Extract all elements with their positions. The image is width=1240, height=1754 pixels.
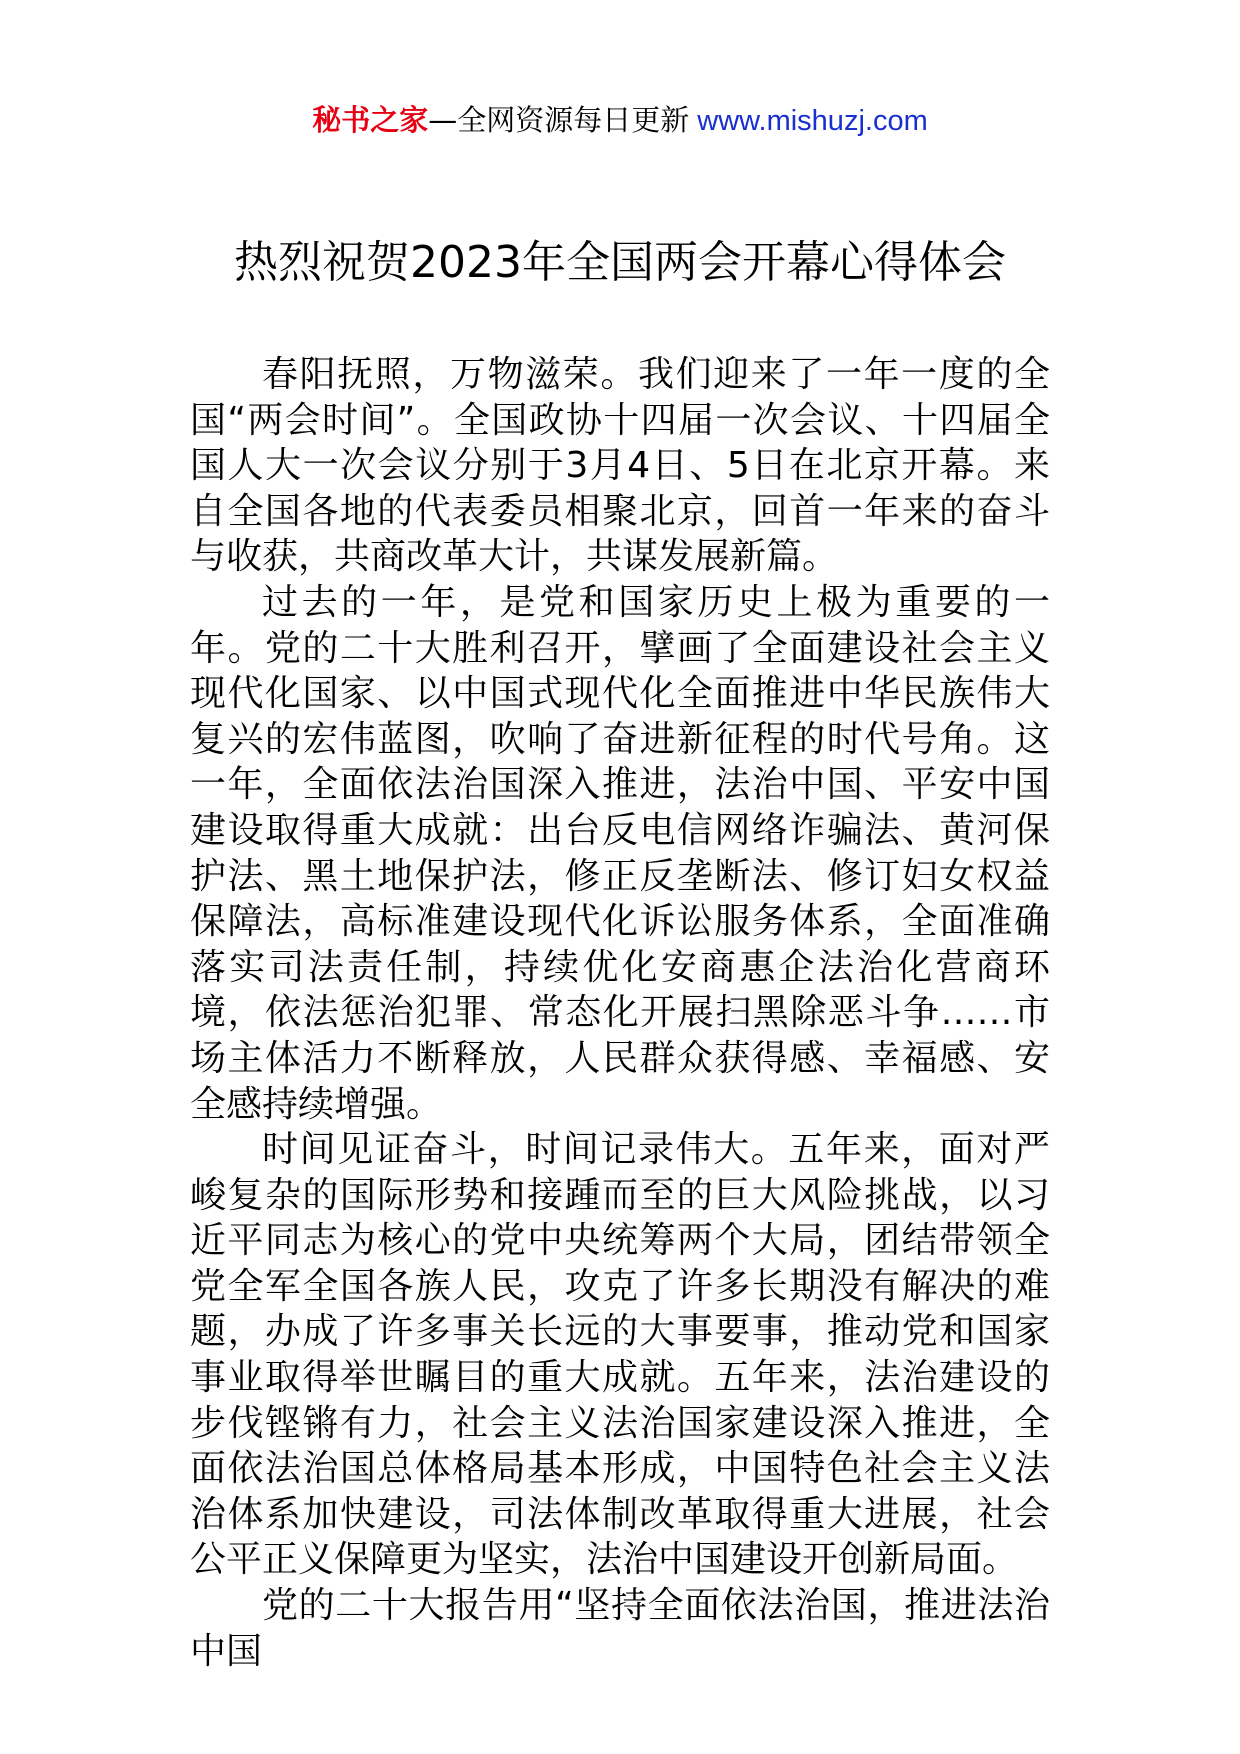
site-brand: 秘书之家 bbox=[312, 103, 429, 137]
paragraph-2: 过去的一年，是党和国家历史上极为重要的一年。党的二十大胜利召开，擘画了全面建设社会主义现代化国家、以中国式现代化全面推进中华民族伟大复兴的宏伟蓝图，吹响了奋进新征程的时代号角。这一年，全面依法治国深入推进，法治中国、平安中国建设取得重大成就：出台反电信网络诈骗法、黄河保护法、黑土地保护法，修正反垄断法、修订妇女权益保障法，高标准建设现代化诉讼服务体系，全面准确落实司法责任制，持续优化安商惠企法治化营商环境，依法惩治犯罪、常态化开展扫黑除恶斗争……市场主体活力不断释放，人民群众获得感、幸福感、安全感持续增强。 bbox=[190, 581, 1050, 1125]
site-url-link[interactable]: www.mishuzj.com bbox=[697, 105, 928, 137]
document-title: 热烈祝贺2023年全国两会开幕心得体会 bbox=[234, 237, 1006, 288]
site-header bbox=[0, 100, 1240, 141]
paragraph-3: 时间见证奋斗，时间记录伟大。五年来，面对严峻复杂的国际形势和接踵而至的巨大风险挑战，以习近平同志为核心的党中央统筹两个大局，团结带领全党全军全国各族人民，攻克了许多长期没有解决的难题，办成了许多事关长远的大事要事，推动党和国家事业取得举世瞩目的重大成就。五年来，法治建设的步伐铿锵有力，社会主义法治国家建设深入推进，全面依法治国总体格局基本形成，中国特色社会主义法治体系加快建设，司法体制改革取得重大进展，社会公平正义保障更为坚实，法治中国建设开创新局面。 bbox=[190, 1129, 1050, 1581]
header-dash: — bbox=[428, 103, 458, 137]
paragraph-4: 党的二十大报告用“坚持全面依法治国，推进法治中国 bbox=[190, 1585, 1050, 1672]
site-tagline: 全网资源每日更新 bbox=[457, 103, 690, 137]
document-body bbox=[190, 352, 1050, 1674]
paragraph-1: 春阳抚照，万物滋荣。我们迎来了一年一度的全国“两会时间”。全国政协十四届一次会议、十四届全国人大一次会议分别于3月4日、5日在北京开幕。来自全国各地的代表委员相聚北京，回首一年来的奋斗与收获，共商改革大计，共谋发展新篇。 bbox=[190, 354, 1050, 578]
